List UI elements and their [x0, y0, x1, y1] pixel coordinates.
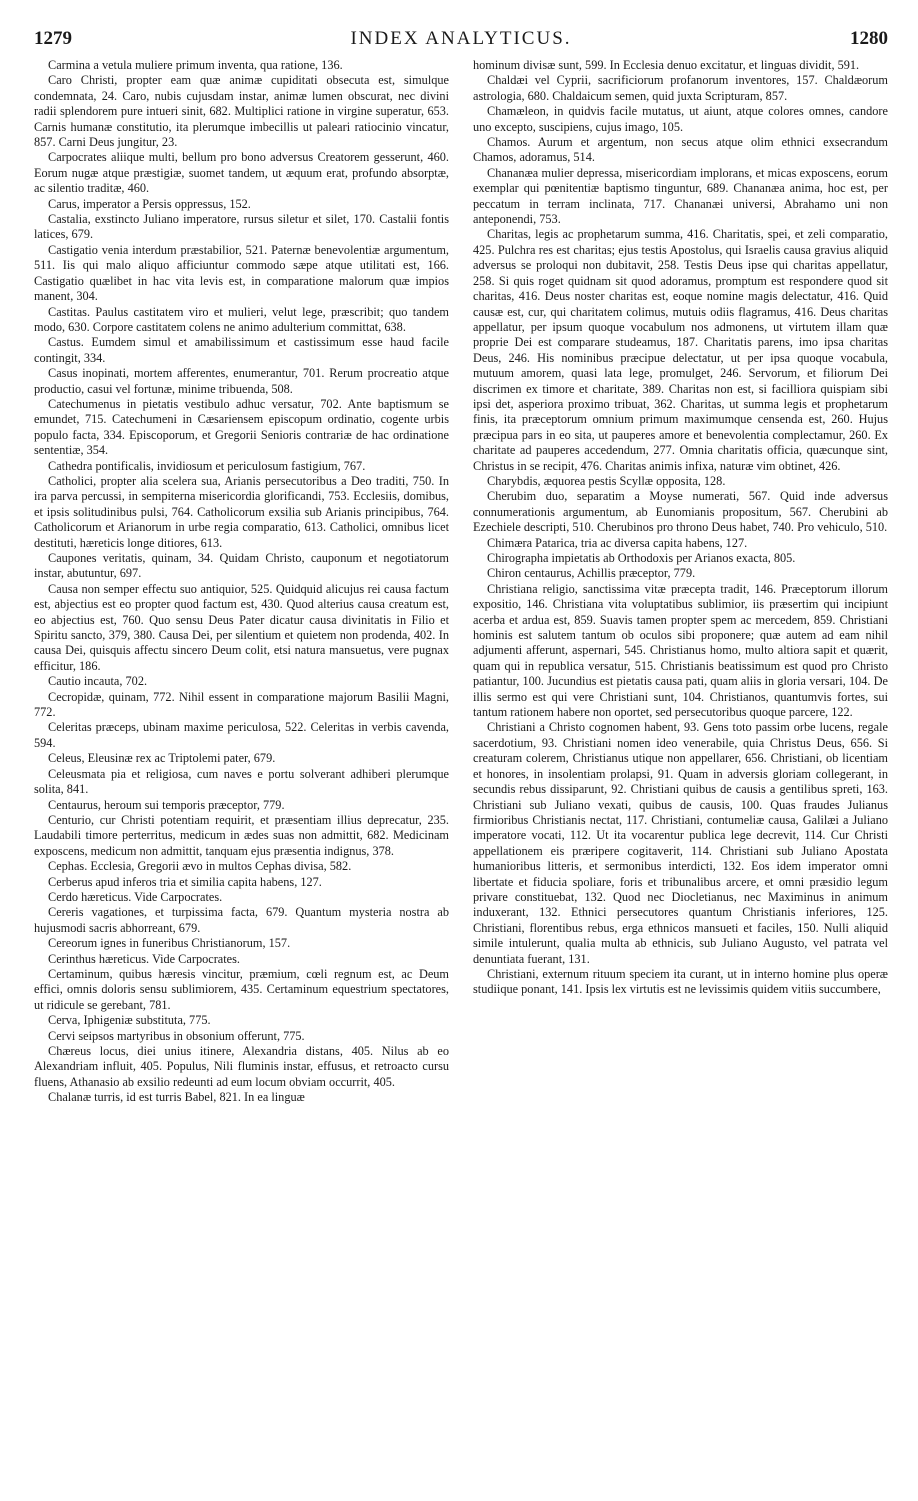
index-entry: Celeritas præceps, ubinam maxime periculosa, 522. Celeritas in verbis cavenda, 594.	[34, 720, 449, 750]
index-entry: Christiani a Christo cognomen habent, 93. Gens toto passim orbe lucens, regale sacerdotium, 93. Christiani nomen ideo venerabile, quia Christus Deus, 656. Si creaturam colerem, Christianus utique non appellarer, 656. Christiani, ob licentiam et honores, in insolentiam prolapsi, 91. Quam in adversis gloriam collegerant, in secundis rebus dissiparunt, 92. Christiani quibus de causis a gentilibus spreti, 163. Christiani sub Juliano vexati, quibus de causis, 100. Quas fraudes Julianus firmioribus Christianis nectat, 117. Christiani, contumeliæ causa, Galilæi a Juliano imperatore vocati, 112. Ut ita vocarentur publica lege decrevit, 114. Cur Christi appellationem eis præripere cogitaverit, 114. Christiani sub Juliano Apostata humanioribus litteris, et sermonibus interdicti, 132. Eos idem imperator omni libertate et fiducia spoliare, foris et tribunalibus arcere, et omni præsidio legum privare constituebat, 132. Quod nec Diocletianus, nec Maximinus in animum induxerant, 132. Ethnici persecutores quantum Christianis inferiores, 125. Christiani, florentibus rebus, erga ethnicos mansueti et faciles, 150. Nulli aliquid simile intulerunt, qualia multa ab ethnicis, sub Juliano Augusto, vel patrata vel denuntiata fuerant, 131.	[473, 720, 888, 966]
index-entry: Catechumenus in pietatis vestibulo adhuc versatur, 702. Ante baptismum se emundet, 715. Catechumeni in Cæsariensem episcopum ordinatio, cogente urbis populo facta, 334. Episcoporum, et Gregorii Senioris contrariæ de hac ordinatione sententiæ, 354.	[34, 396, 449, 458]
index-entry: Cerdo hæreticus. Vide Carpocrates.	[48, 889, 223, 904]
index-entry: Cervi seipsos martyribus in obsonium offerunt, 775.	[48, 1028, 305, 1043]
index-entry: Castalia, exstincto Juliano imperatore, rursus siletur et silet, 170. Castalii fontis latices, 679.	[34, 212, 449, 242]
index-entry: Cerva, Iphigeniæ substituta, 775.	[48, 1013, 211, 1028]
index-entry: Catholici, propter alia scelera sua, Arianis persecutoribus a Deo traditi, 750. In ira parva percussi, in sempiterna misericordia glorificandi, 753. Ecclesiis, domibus, et ipsis solitudinibus pulsi, 764. Catholicorum exsilia sub Arianis principibus, 764. Catholicorum et Arianorum in urbe regia comparatio, 613. Catholici, omnibus licet destituti, hæreticis longe ditiores, 613.	[34, 473, 449, 550]
right-column	[473, 58, 888, 1106]
index-entry: Celeus, Eleusinæ rex ac Triptolemi pater, 679.	[48, 751, 276, 766]
index-entry: Casus inopinati, mortem afferentes, enumerantur, 701. Rerum procreatio atque productio, casui vel fortunæ, minime tribuenda, 508.	[34, 366, 449, 396]
index-entry: hominum divisæ sunt, 599. In Ecclesia denuo excitatur, et linguas dividit, 591.	[473, 58, 860, 72]
index-entry: Carus, imperator a Persis oppressus, 152.	[48, 196, 251, 211]
index-entry: Cereris vagationes, et turpissima facta, 679. Quantum mysteria nostra ab hujusmodi sacris abhorreant, 679.	[34, 905, 449, 935]
index-entry: Cerberus apud inferos tria et similia capita habens, 127.	[48, 874, 322, 889]
index-entry: Chimæra Patarica, tria ac diversa capita habens, 127.	[487, 535, 748, 550]
index-entry: Christiani, externum rituum speciem ita curant, ut in interno homine plus operæ studiique ponant, 141. Ipsis lex virtutis est ne levissimis quidem vitiis succumbere,	[473, 966, 888, 997]
index-entry: Celeusmata pia et religiosa, cum naves e portu solverant adhiberi plerumque solita, 841.	[34, 766, 449, 797]
index-entry: Carpocrates aliique multi, bellum pro bono adversus Creatorem gesserunt, 460. Eorum nugæ atque præstigiæ, suomet tandem, ut æquum erat, profundo absorptæ, ac silentio traditæ, 460.	[34, 150, 449, 196]
page-number-right: 1280	[850, 28, 888, 49]
index-entry: Chalanæ turris, id est turris Babel, 821. In ea linguæ	[48, 1090, 305, 1105]
two-column-body	[34, 58, 888, 1106]
index-entry: Caupones veritatis, quinam, 34. Quidam Christo, cauponum et negotiatorum instar, abutuntur, 697.	[34, 551, 449, 581]
index-entry: Causa non semper effectu suo antiquior, 525. Quidquid alicujus rei causa factum est, abjectius est eo propter quod factum est, 430. Quod alterius causa creatum est, eo abjectius est, 760. Quo sensu Deus Pater dicatur causa divinitatis in Filio et Spiritu sancto, 379, 380. Causa Dei, per silentium et quietem non prodenda, 402. In causa Dei, quisquis affectu sincero Deum colit, etsi natura mansuetus, vere pugnax efficitur, 186.	[34, 581, 449, 673]
index-entry: Charybdis, æquorea pestis Scyllæ opposita, 128.	[487, 473, 726, 488]
index-entry: Chamos. Aurum et argentum, non secus atque olim ethnici exsecrandum Chamos, adoramus, 514.	[473, 135, 888, 165]
index-entry: Cerinthus hæreticus. Vide Carpocrates.	[48, 951, 240, 966]
index-entry: Chiron centaurus, Achillis præceptor, 779.	[487, 566, 696, 581]
index-entry: Castus. Eumdem simul et amabilissimum et castissimum esse haud facile contingit, 334.	[34, 335, 449, 365]
index-entry: Chamæleon, in quidvis facile mutatus, ut aiunt, atque colores omnes, candore uno excepto, suscipiens, cujus imago, 105.	[473, 104, 888, 134]
page-header	[34, 22, 888, 52]
index-entry: Centurio, cur Christi potentiam requirit, et præsentiam illius deprecatur, 235. Laudabili timore perterritus, medicum in ædes suas non admittit, 682. Medicinam exposcens, medicum non admittit, tanquam ejus præsentia indignus, 378.	[34, 812, 449, 858]
index-entry: Chaldæi vel Cyprii, sacrificiorum profanorum inventores, 157. Chaldæorum astrologia, 680. Chaldaicum semen, quid juxta Scripturam, 857.	[473, 73, 888, 103]
page-number-left: 1279	[34, 28, 72, 49]
index-entry: Cecropidæ, quinam, 772. Nihil essent in comparatione majorum Basilii Magni, 772.	[34, 689, 449, 720]
index-entry: Carmina a vetula muliere primum inventa, qua ratione, 136.	[48, 58, 343, 72]
index-entry: Castigatio venia interdum præstabilior, 521. Paternæ benevolentiæ argumentum, 511. Iis qui malo aliquo afficiuntur commodo sæpe atque utilitati est, 166. Castigatio quælibet in hac vita levis est, in comparatione malorum quæ impios manent, 304.	[34, 242, 449, 304]
index-entry: Chirographa impietatis ab Orthodoxis per Arianos exacta, 805.	[487, 551, 796, 565]
index-entry: Castitas. Paulus castitatem viro et mulieri, velut lege, præscribit; quo tandem modo, 630. Corpore castitatem colens ne animo adulterium committat, 638.	[34, 304, 449, 334]
index-entry: Cephas. Ecclesia, Gregorii ævo in multos Cephas divisa, 582.	[48, 859, 352, 874]
index-entry: Caro Christi, propter eam quæ animæ cupiditati obsecuta est, simulque condemnata, 24. Caro, nubis cujusdam instar, animæ lumen obscurat, nec divini radii splendorem pure intueri sinit, 682. Multiplici ratione in virgine superatur, 653. Carnis humanæ constitutio, ita plerumque imbecillis ut paleari ratiocinio vincatur, 857. Carni Deus jungitur, 23.	[34, 73, 449, 150]
index-entry: Cherubim duo, separatim a Moyse numerati, 567. Quid inde adversus connumerationis argumentum, ab Eunomianis propositum, 567. Cherubini ab Ezechiele descripti, 510. Cherubinos pro throno Deus habet, 740. Pro vehiculo, 510.	[473, 489, 888, 535]
index-entry: Cathedra pontificalis, invidiosum et periculosum fastigium, 767.	[48, 458, 366, 473]
index-entry: Chananæa mulier depressa, misericordiam implorans, et micas exposcens, eorum exemplar qui pœnitentiæ baptismo tinguntur, 689. Chananæa anima, hoc est, per peccatum in terram inclinata, 717. Chananæi universi, Abrahamo uni non anteponendi, 753.	[473, 165, 888, 227]
index-entry: Christiana religio, sanctissima vitæ præcepta tradit, 146. Præceptorum illorum expositio, 146. Christiana vita voluptatibus sublimior, iis præsertim qui incipiunt acerba et ardua est, 859. Suavis tamen propter spem ac mercedem, 859. Christiani hominis est salutem tantum ob oculos sibi proponere; quæ autem ad eam nihil adjumenti afferunt, aspernari, 545. Christianus homo, multo altiora sapit et quærit, quam qui in republica versatur, 515. Christianis beatissimum est quod pro Christo patiantur, 100. Jucundius est pietatis causa pati, quam aliis in gloria versari, 104. De illis sermo est qui vere Christiani sunt, 104. Christianos, quantumvis fortes, sui tantum rationem habere non oportet, sed persecutoribus quoque parcere, 122.	[473, 581, 888, 720]
index-entry: Centaurus, heroum sui temporis præceptor, 779.	[48, 797, 285, 812]
index-entry: Certaminum, quibus hæresis vincitur, præmium, cœli regnum est, ac Deum effici, omnis doloris sensu sublimiorem, 435. Certaminum equestrium spectatores, ut ridicule se gerebant, 781.	[34, 966, 449, 1012]
index-entry: Charitas, legis ac prophetarum summa, 416. Charitatis, spei, et zeli comparatio, 425. Pulchra res est charitas; ejus testis Apostolus, qui Israelis causa gravius aliquid adversus se proloqui non dubitavit, 258. Testis Deus ipse qui charitas appellatur, 258. Si quis roget quidnam sit quod adoramus, promptum est respondere quod sit charitas, 416. Deus noster charitas est, eoque nomine magis delectatur, 416. Quid causæ est, cur, qui charitatem colimus, mutuis odiis flagramus, 416. Deus charitas appellatur, per ipsum quoque vocabulum nos admonens, ut virtutem illam quæ proprie Dei est comparare studeamus, 187. Charitatis parens, imo ipsa charitas Deus, 246. His nominibus præcipue delectatur, ut per ipsa quoque vocabula, mutuum amorem, quasi lata lege, promulget, 246. Servorum, et filiorum Dei discrimen ex timore et charitate, 389. Charitas non est, si facilliora quispiam sibi ipsi det, asperiora proximo tribuat, 362. Charitas, ut summa legis et prophetarum finis, ita præceptorum omnium primum maximumque censenda est, 260. Hujus præcipua pars in eo sita, ut pauperes amore et benevolentia complectamur, 260. Ex charitate ad pauperes accedendum, 277. Omnia charitatis officia, quæcunque sint, Christus in se recipit, 476. Charitas animis infixa, naturæ vim obtinet, 426.	[473, 227, 888, 473]
left-column	[34, 58, 449, 1106]
page-title: INDEX ANALYTICUS.	[350, 28, 572, 49]
index-entry: Chæreus locus, diei unius itinere, Alexandria distans, 405. Nilus ab eo Alexandriam influit, 405. Populus, Nili fluminis instar, effusus, et retroacto cursu fluens, Athanasio ab exsilio redeunti ad eum locum obviam occurrit, 405.	[34, 1044, 449, 1089]
index-entry: Cereorum ignes in funeribus Christianorum, 157.	[48, 936, 291, 951]
index-entry: Cautio incauta, 702.	[48, 674, 148, 689]
